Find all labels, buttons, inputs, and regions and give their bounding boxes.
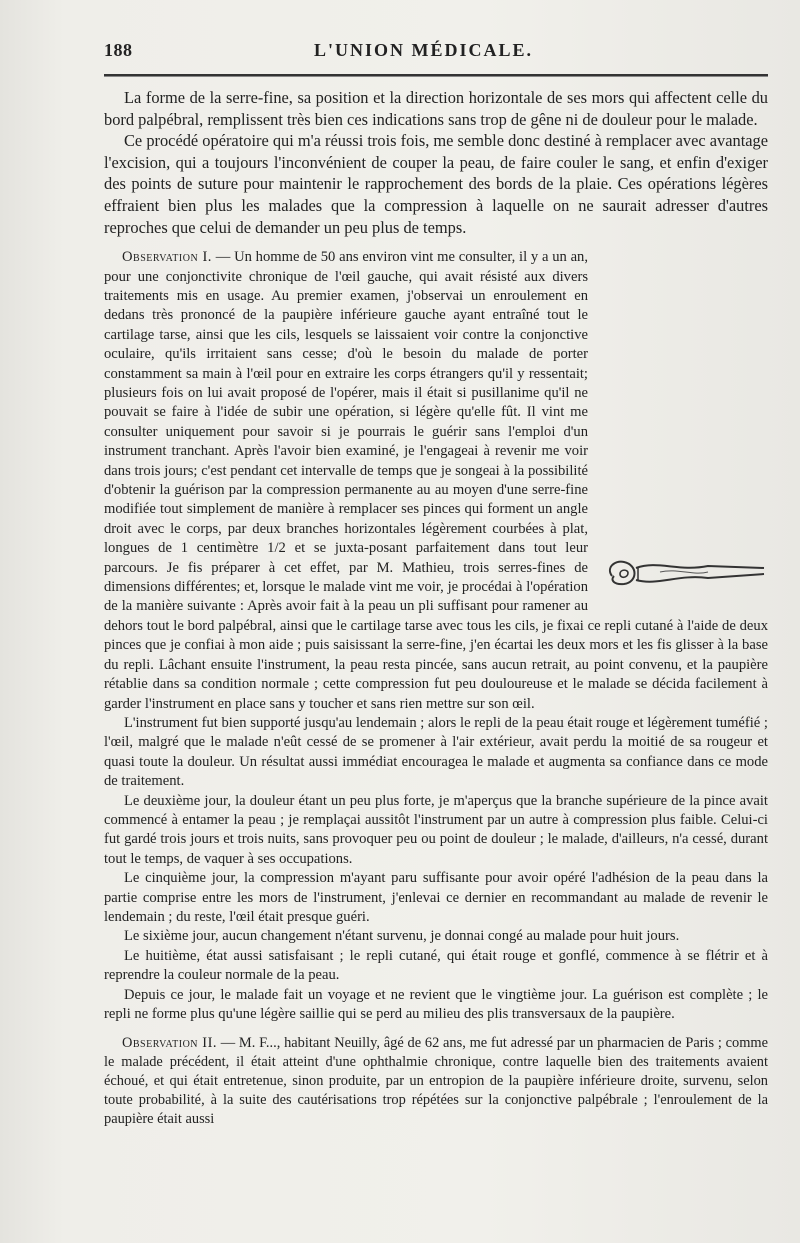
article-body	[104, 87, 768, 1129]
observation-1	[104, 248, 768, 714]
observation-1-label: Observation I.	[122, 249, 212, 266]
page-number: 188	[104, 40, 133, 60]
paragraph-cinquieme-jour: Le cinquième jour, la compression m'ayant paru suffisante pour avoir opéré l'adhésion de la peau dans la partie comprise entre les mors de l'instrument, j'enlevai ce dernier en recommandant au malade de revenir le lendemain ; du reste, l'œil était presque guéri.	[104, 870, 768, 925]
header-rule	[104, 74, 768, 77]
paragraph-guerison: Depuis ce jour, le malade fait un voyage et ne revient que le vingtième jour. La guérison est complète ; le repli ne forme plus qu'une légère saillie qui se perd au milieu des plis transversaux de la paupière.	[104, 986, 768, 1022]
observation-2-label: Observation II.	[122, 1035, 217, 1052]
paragraph-procede: Ce procédé opératoire qui m'a réussi trois fois, me semble donc destiné à remplacer avec avantage l'excision, qui a toujours l'inconvénient de couper la peau, de faire couler le sang, et enfin d'exiger des points de suture pour maintenir le rapprochement des bords de la plaie. Ces opérations légères effraient bien plus les malades que la compression à laquelle on ne saurait adresser d'autres reproches que celui de demander un peu plus de temps.	[104, 131, 768, 237]
paragraph-sixieme-jour: Le sixième jour, aucun changement n'étant survenu, je donnai congé au malade pour huit jours.	[124, 928, 680, 945]
paragraph-huitieme: Le huitième, état aussi satisfaisant ; le repli cutané, qui était rouge et gonflé, commence à se flétrir et à reprendre la couleur normale de la peau.	[104, 947, 768, 984]
observation-2-text: — M. F..., habitant Neuilly, âgé de 62 ans, me fut adressé par un pharmacien de Paris ; comme le malade précédent, il était atteint d'une ophthalmie chronique, contre laquelle bien des traitements avaient échoué, et qui était entretenue, sinon produite, par un entropion de la paupière inférieure droite, survenu, selon toute probabilité, à la suite des cautérisations trop répétées sur la conjonctive palpébrale ; l'enroulement de la paupière était aussi	[104, 1035, 768, 1128]
running-title: L'UNION MÉDICALE.	[314, 40, 534, 60]
serre-fine-figure	[598, 538, 768, 598]
observation-1-text: — Un homme de 50 ans environ vint me consulter, il y a un an, pour une conjonctivite chronique de l'œil gauche, qui avait résisté aux divers traitements mis en usage. Au premier examen, j'observai un enroulement en dedans très prononcé de la paupière inférieure gauche ayant entraîné tout le cartilage tarse, ainsi que les cils, lesquels se laissaient voir contre la conjonctive oculaire, qu'ils irritaient sans cesse; d'où le besoin du malade de porter constamment sa main à l'œil pour en extraire les corps étrangers qu'il y ressentait; plusieurs fois on lui avait proposé de l'opérer, mais il était si pusillanime qu'il ne pouvait se faire à l'idée de subir une opération, si légère qu'elle fût. Il vint me consulter uniquement pour savoir si je pourrais le guérir sans l'emploi d'un instrument tranchant. Après l'avoir bien examiné, je l'engageai à revenir me voir dans trois jours; c'est pendant cet intervalle de temps que je songeai à la possibilité d'obtenir la guérison par la compression permanente au au moyen d'une serre-fine modifiée tout simplement de manière à remplacer ses pinces qui forment un angle droit avec le corps, par deux branches horizontales légèrement courbées à plat, longues de 1 centimètre 1/2 et se juxta-posant parfaitement dans tout leur parcours. Je fis préparer à cet effet, par M. Mathieu, trois serres-fines de dimensions différentes; et, lorsque le malade vint me voir, je procédai à l'opération de la manière suivante : Après avoir fait à la peau un pli suffisant pour ramener au dehors tout le bord palpébral, ainsi que le cartilage tarse avec tous les cils, je fixai ce repli cutané à l'aide de deux pinces que je confiai à mon aide ; puis saisissant la serre-fine, j'en écartai les deux mors et les fis glisser à la base du repli. Lâchant ensuite l'instrument, la peau resta pincée, sans aucun retrait, au point convenu, et la paupière rétablie dans sa condition normale ; cette compression fut peu douloureuse et le malade se décida facilement à garder l'instrument en place sans y toucher et sans rien mettre sur son œil.	[104, 249, 768, 712]
page-header	[104, 40, 768, 68]
paragraph-serre-fine: La forme de la serre-fine, sa position et la direction horizontale de ses mors qui affectent celle du bord palpébral, remplissent très bien ces indications sans trop de gêne ni de douleur pour le malade.	[104, 88, 768, 129]
paragraph-deuxieme-jour: Le deuxième jour, la douleur étant un peu plus forte, je m'aperçus que la branche supérieure de la pince avait commencé à entamer la peau ; je remplaçai aussitôt l'instrument par un autre à compression plus faible. Celui-ci fut gardé trois jours et trois nuits, sans provoquer peu ou point de douleur ; le malade, d'ailleurs, n'a cessé, durant tout le temps, de vaquer à ses occupations.	[104, 792, 768, 867]
serre-fine-illustration	[598, 538, 768, 598]
observation-2	[104, 1034, 768, 1129]
paragraph-lendemain: L'instrument fut bien supporté jusqu'au lendemain ; alors le repli de la peau était rouge et légèrement tuméfié ; l'œil, malgré que le malade n'eût cessé de se promener à l'air extérieur, avait perdu la moitié de sa rougeur et quasi toute la douleur. Un résultat aussi immédiat encouragea le malade et augmenta sa confiance dans ce mode de traitement.	[104, 714, 768, 790]
